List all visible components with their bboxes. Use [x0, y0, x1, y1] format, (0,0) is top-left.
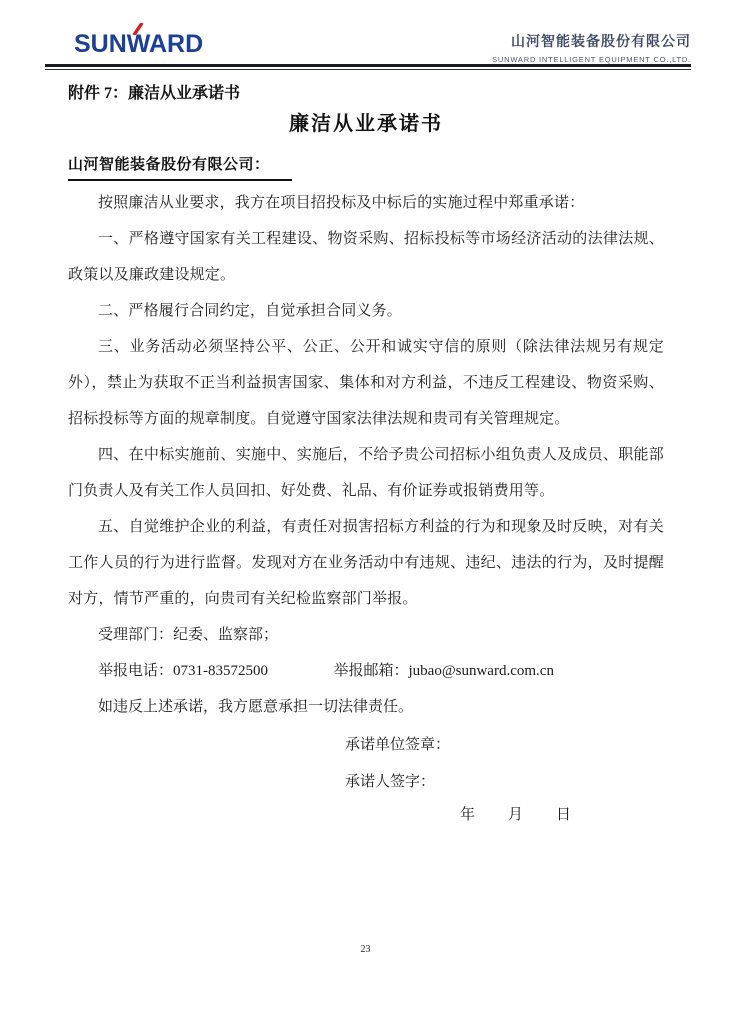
paragraph-item-1: 一、严格遵守国家有关工程建设、物资采购、招标投标等市场经济活动的法律法规、政策以及廉政建设规定。	[68, 231, 664, 283]
report-phone: 举报电话：0731-83572500	[98, 663, 268, 679]
attachment-heading: 附件 7：廉洁从业承诺书	[68, 85, 241, 102]
salutation-line	[68, 152, 664, 181]
closing-line: 如违反上述承诺，我方愿意承担一切法律责任。	[98, 699, 414, 715]
document-content	[68, 84, 664, 829]
salutation-text: 山河智能装备股份有限公司：	[68, 152, 292, 181]
company-name-en: SUNWARD INTELLIGENT EQUIPMENT CO.,LTD.	[492, 55, 691, 67]
report-contact-line	[68, 653, 664, 689]
paragraph-item-3: 三、业务活动必须坚持公平、公正、公开和诚实守信的原则（除法律法规另有规定外），禁止为获取不正当利益损害国家、集体和对方利益，不违反工程建设、物资采购、招标投标等方面的规章制度。自觉遵守国家法律法规和贵司有关管理规定。	[68, 339, 664, 427]
page-number: 23	[360, 944, 371, 955]
paragraph-item-5: 五、自觉维护企业的利益，有责任对损害招标方利益的行为和现象及时反映，对有关工作人员的行为进行监督。发现对方在业务活动中有违规、违纪、违法的行为，及时提醒对方，情节严重的，向贵司有关纪检监察部门举报。	[68, 519, 664, 607]
report-email: 举报邮箱：jubao@sunward.com.cn	[333, 663, 554, 679]
signature-block	[345, 727, 664, 829]
company-name-cn: 山河智能装备股份有限公司	[511, 33, 691, 49]
accepting-department-line: 受理部门：纪委、监察部；	[98, 627, 279, 643]
company-name-block	[492, 33, 691, 67]
signature-unit-seal-line: 承诺单位签章：	[345, 737, 451, 753]
sunward-logo	[74, 30, 203, 59]
page-header	[0, 0, 731, 70]
paragraph-item-2: 二、严格履行合同约定，自觉承担合同义务。	[98, 303, 403, 319]
signature-date-line: 年 月 日	[460, 807, 573, 823]
paragraph-preamble: 按照廉洁从业要求，我方在项目招投标及中标后的实施过程中郑重承诺：	[98, 195, 585, 211]
header-divider	[45, 64, 691, 70]
signature-signer-line: 承诺人签字：	[345, 774, 436, 790]
sunward-logo-text: SUNWARD	[74, 30, 204, 58]
paragraph-item-4: 四、在中标实施前、实施中、实施后，不给予贵公司招标小组负责人及成员、职能部门负责人及有关工作人员回扣、好处费、礼品、有价证券或报销费用等。	[68, 447, 664, 499]
document-title: 廉洁从业承诺书	[289, 113, 443, 135]
